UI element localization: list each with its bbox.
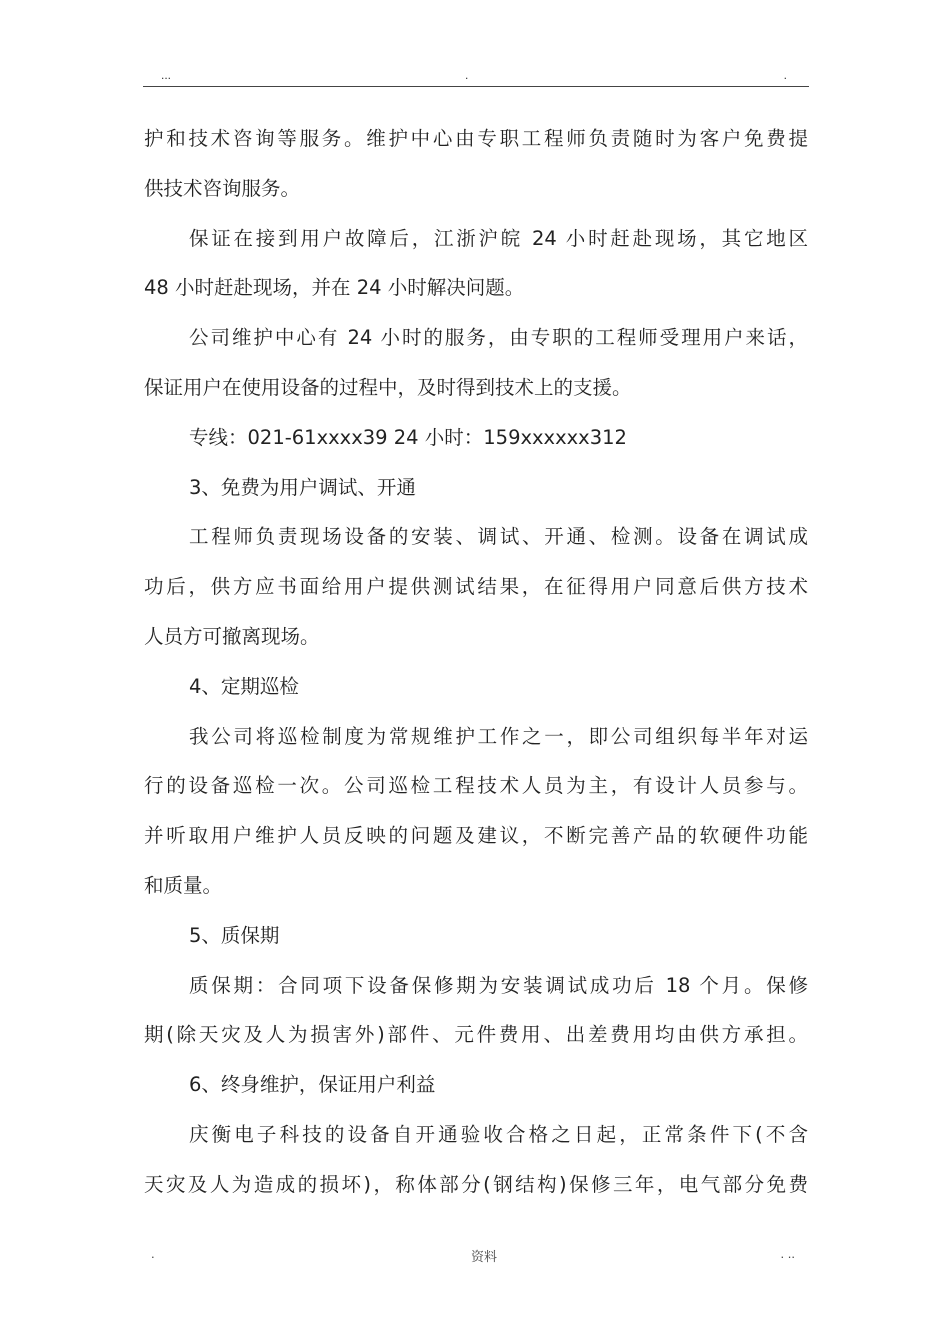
header-right-mark: . <box>783 68 787 82</box>
header-center-mark: . <box>465 68 469 82</box>
footer-label: 资料 <box>471 1249 498 1264</box>
text-line: 行的设备巡检一次。公司巡检工程技术人员为主，有设计人员参与。 <box>144 774 808 798</box>
text-line: 工程师负责现场设备的安装、调试、开通、检测。设备在调试成 <box>189 525 808 549</box>
text-line: 庆衡电子科技的设备自开通验收合格之日起，正常条件下(不含 <box>189 1122 808 1146</box>
footer-left-mark: . <box>151 1246 155 1261</box>
text-line: 功后，供方应书面给用户提供测试结果，在征得用户同意后供方技术 <box>144 575 808 599</box>
text-line: 护和技术咨询等服务。维护中心由专职工程师负责随时为客户免费提 <box>144 127 808 150</box>
text-line: 4、定期巡检 <box>189 674 299 698</box>
page-footer <box>143 1246 809 1266</box>
text-line: 期(除天灾及人为损害外)部件、元件费用、出差费用均由供方承担。 <box>144 1023 808 1047</box>
text-line: 并听取用户维护人员反映的问题及建议，不断完善产品的软硬件功能 <box>144 824 808 848</box>
text-line: 质保期：合同项下设备保修期为安装调试成功后 18 个月。保修 <box>189 973 808 997</box>
text-line: 和质量。 <box>144 873 223 897</box>
text-line: 我公司将巡检制度为常规维护工作之一，即公司组织每半年对运 <box>189 724 808 748</box>
document-body <box>144 114 808 1210</box>
text-line: 保证用户在使用设备的过程中，及时得到技术上的支援。 <box>144 375 632 399</box>
text-line: 3、免费为用户调试、开通 <box>189 475 416 499</box>
text-line: 48 小时赶赴现场，并在 24 小时解决问题。 <box>144 276 525 300</box>
page-header <box>143 64 809 87</box>
footer-right-mark: . .. <box>780 1246 795 1261</box>
text-line: 供技术咨询服务。 <box>144 176 301 200</box>
header-left-mark: ... <box>161 68 172 82</box>
text-line: 5、质保期 <box>189 923 280 947</box>
text-line: 专线：021-61xxxx39 24 小时：159xxxxxx312 <box>189 425 627 449</box>
text-line: 公司维护中心有 24 小时的服务，由专职的工程师受理用户来话， <box>189 326 808 350</box>
text-line: 天灾及人为造成的损坏)，称体部分(钢结构)保修三年，电气部分免费 <box>144 1172 808 1196</box>
text-line: 6、终身维护，保证用户利益 <box>189 1073 436 1097</box>
text-line: 人员方可撤离现场。 <box>144 624 320 648</box>
text-line: 保证在接到用户故障后，江浙沪皖 24 小时赶赴现场，其它地区 <box>189 226 808 250</box>
